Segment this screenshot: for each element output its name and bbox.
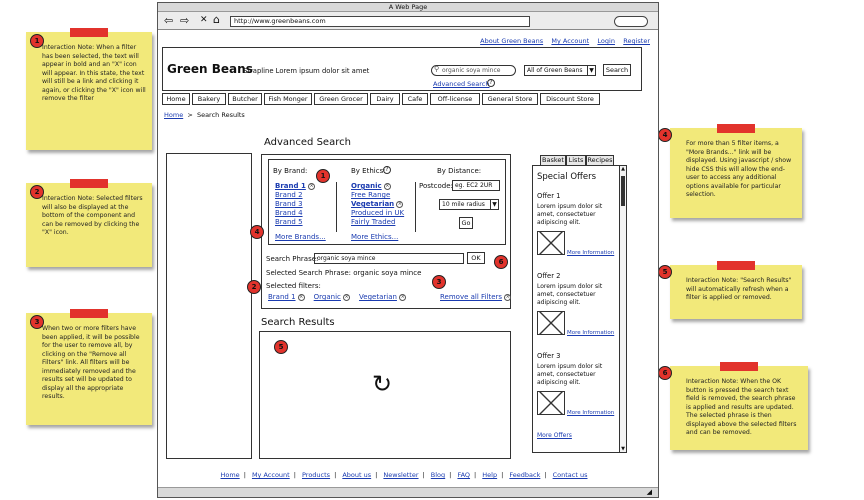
forward-icon[interactable]: ⇨	[180, 14, 190, 27]
category-value: All of Green Beans	[527, 67, 583, 74]
note-text: When two or more filters have been applied, it will be possible for the user to remove all, by clicking on the "Remove all Filters" link. All filters will be immediately removed and the results set will be updated to display all the appropriate results.	[42, 325, 140, 400]
callout-badge: 3	[432, 275, 446, 289]
ethics-filter-5[interactable]: Fairly Traded	[351, 218, 396, 226]
breadcrumb-separator: >	[185, 111, 195, 119]
main-nav	[162, 93, 642, 106]
ethics-label: By Ethics:	[351, 167, 386, 175]
breadcrumb-current: Search Results	[196, 111, 245, 119]
footer-home-link[interactable]: Home	[220, 471, 240, 479]
offer-text: Lorem ipsum dolor sit amet, consectetuer adipiscing elit.	[537, 363, 603, 386]
note-text: Interaction Note: When a filter has been selected, the text will appear in bold and an "X" icon will appear. In this state, the text will still be a link and clicking it again, or clicking the "X" icon will remove the filter	[42, 44, 146, 102]
brand-label: By Brand:	[273, 167, 308, 175]
browser-toolbar	[158, 12, 658, 30]
remove-filter-icon[interactable]: ×	[344, 293, 349, 300]
site-search-input[interactable]	[431, 65, 516, 76]
note-badge: 5	[658, 265, 672, 279]
note-text: Interaction Note: "Search Results" will automatically refresh when a filter is applied or removed.	[686, 277, 792, 301]
tab-recipes[interactable]: Recipes	[587, 156, 613, 164]
selected-filters-label: Selected filters:	[266, 282, 321, 290]
offer-image	[537, 231, 565, 255]
nav-discount-store[interactable]: Discount Store	[540, 93, 600, 105]
note-2	[26, 183, 152, 267]
left-column	[166, 153, 252, 459]
close-icon[interactable]: ✕	[200, 15, 208, 25]
remove-filter-icon[interactable]: ×	[397, 200, 402, 207]
remove-filter-icon[interactable]: ×	[505, 293, 510, 300]
brand-filter-2[interactable]: Brand 2	[275, 191, 303, 199]
callout-badge: 6	[494, 255, 508, 269]
offer-more-info-link[interactable]: More Information	[567, 330, 615, 336]
site-header	[162, 47, 642, 91]
offer-image	[537, 311, 565, 335]
go-button[interactable]: Go	[459, 217, 473, 229]
note-1	[26, 32, 152, 150]
note-badge: 4	[658, 128, 672, 142]
more-ethics-link[interactable]: More Ethics...	[351, 233, 399, 241]
advanced-search-title: Advanced Search	[264, 137, 351, 148]
offer-card	[537, 352, 619, 415]
footer-links: Home | My Account | Products | About us | Newsletter | Blog | FAQ | Help | Feedback | Contact us	[220, 471, 588, 479]
callout-badge: 2	[247, 280, 261, 294]
brand-filter-5[interactable]: Brand 5	[275, 218, 303, 226]
remove-filter-icon[interactable]: ×	[385, 182, 390, 189]
nav-green-grocer[interactable]: Green Grocer	[314, 93, 368, 105]
site-logo[interactable]: Green Beans	[167, 62, 253, 76]
login-link[interactable]: Login	[597, 37, 615, 45]
nav-home[interactable]: Home	[162, 93, 190, 105]
status-bar	[158, 487, 658, 497]
divider	[415, 182, 416, 232]
filters-box	[268, 159, 506, 245]
selected-filter-organic[interactable]: Organic	[313, 293, 341, 301]
footer-faq-link[interactable]: FAQ	[457, 471, 471, 479]
offer-name: Offer 2	[537, 272, 561, 280]
search-button[interactable]: Search	[603, 64, 631, 76]
remove-filter-icon[interactable]: ×	[299, 293, 304, 300]
more-offers-link[interactable]: More Offers	[537, 432, 572, 439]
scroll-up-icon[interactable]: ▲	[621, 166, 625, 172]
remove-filter-icon[interactable]: ×	[309, 182, 314, 189]
phrase-label: Search Phrase:	[266, 255, 319, 263]
brand-list	[275, 182, 315, 227]
offer-more-info-link[interactable]: More Information	[567, 250, 615, 256]
browser-search-field[interactable]	[614, 16, 648, 27]
offer-name: Offer 3	[537, 352, 561, 360]
remove-filter-icon[interactable]: ×	[400, 293, 405, 300]
offer-text: Lorem ipsum dolor sit amet, consectetuer adipiscing elit.	[537, 283, 603, 306]
radius-select[interactable]	[439, 199, 499, 210]
more-brands-link[interactable]: More Brands...	[275, 233, 326, 241]
note-badge: 2	[30, 185, 44, 199]
ethics-list	[351, 182, 404, 227]
register-link[interactable]: Register	[623, 37, 650, 45]
breadcrumb-home[interactable]: Home	[164, 111, 184, 119]
ok-button[interactable]: OK	[467, 252, 485, 264]
ethics-filter-2[interactable]: Free Range	[351, 191, 391, 199]
brand-filter-3[interactable]: Brand 3	[275, 200, 303, 208]
special-offers-panel	[532, 165, 627, 453]
site-search-value: organic soya mince	[442, 67, 501, 74]
window-title: A Web Page	[158, 3, 658, 12]
postcode-label: Postcode:	[419, 182, 453, 190]
chevron-down-icon: ▼	[490, 200, 498, 209]
ethics-filter-3[interactable]: Vegetarian	[351, 200, 395, 208]
about-link[interactable]: About Green Beans	[480, 37, 544, 45]
radius-value: 10 mile radius	[442, 201, 485, 208]
address-bar[interactable]: http://www.greenbeans.com	[230, 16, 530, 27]
scroll-thumb[interactable]	[621, 176, 625, 206]
chevron-down-icon: ▼	[587, 66, 595, 75]
advanced-search-link[interactable]: Advanced Search	[433, 80, 490, 88]
tab-basket[interactable]: Basket	[540, 155, 566, 166]
offer-card	[537, 192, 619, 255]
nav-dairy[interactable]: Dairy	[370, 93, 400, 105]
offer-image	[537, 391, 565, 415]
resize-grip-icon[interactable]: ◢	[646, 488, 652, 496]
brand-filter-4[interactable]: Brand 4	[275, 209, 303, 217]
home-icon[interactable]: ⌂	[213, 13, 220, 26]
search-results-panel	[259, 331, 511, 459]
selected-phrase: Selected Search Phrase: organic soya mince	[266, 269, 422, 277]
note-badge: 6	[658, 366, 672, 380]
special-offers-title: Special Offers	[537, 172, 597, 182]
divider	[336, 182, 337, 232]
footer-about-link[interactable]: About us	[342, 471, 372, 479]
note-badge: 3	[30, 315, 44, 329]
offer-card	[537, 272, 619, 335]
postcode-input[interactable]: eg. EC2 2UR	[452, 180, 500, 191]
selected-filter-vegetarian[interactable]: Vegetarian	[359, 293, 397, 301]
ethics-help-icon[interactable]: ?	[383, 166, 391, 174]
note-text: Interaction Note: Selected filters will also be displayed at the bottom of the component and can be removed by clicking the "X" icon.	[42, 195, 143, 236]
note-6	[662, 366, 808, 450]
scroll-down-icon[interactable]: ▼	[621, 446, 625, 452]
footer-help-link[interactable]: Help	[482, 471, 498, 479]
callout-badge: 4	[250, 225, 264, 239]
footer-feedback-link[interactable]: Feedback	[509, 471, 541, 479]
callout-badge: 1	[316, 169, 330, 183]
offer-name: Offer 1	[537, 192, 561, 200]
nav-bakery[interactable]: Bakery	[192, 93, 226, 105]
sidebar-scrollbar[interactable]	[619, 166, 626, 452]
note-badge: 1	[30, 34, 44, 48]
ethics-filter-4[interactable]: Produced in UK	[351, 209, 405, 217]
footer-newsletter-link[interactable]: Newsletter	[383, 471, 419, 479]
magnifier-icon: ⚲	[434, 65, 440, 73]
browser-window	[157, 2, 659, 498]
nav-butcher[interactable]: Butcher	[228, 93, 262, 105]
nav-cafe[interactable]: Cafe	[402, 93, 428, 105]
footer-products-link[interactable]: Products	[301, 471, 331, 479]
footer-my-account-link[interactable]: My Account	[251, 471, 290, 479]
site-strapline: Strapline Lorem ipsum dolor sit amet	[243, 67, 370, 75]
nav-fish-monger[interactable]: Fish Monger	[264, 93, 312, 105]
advanced-search-panel	[251, 154, 511, 309]
remove-all-filters	[440, 293, 511, 301]
note-3	[26, 313, 152, 425]
loading-spinner-icon: ↻	[372, 370, 393, 398]
distance-label: By Distance:	[437, 167, 482, 175]
selected-filters	[268, 293, 406, 301]
tab-lists[interactable]: Lists	[566, 155, 586, 166]
category-select[interactable]	[524, 65, 596, 76]
search-results-title: Search Results	[261, 317, 335, 328]
brand-filter-1[interactable]: Brand 1	[275, 182, 306, 190]
back-icon[interactable]: ⇦	[164, 14, 174, 27]
nav-off-license[interactable]: Off-license	[430, 93, 480, 105]
note-4	[662, 128, 802, 218]
offer-more-info-link[interactable]: More Information	[567, 410, 615, 416]
selected-filter-brand-1[interactable]: Brand 1	[268, 293, 296, 301]
ethics-filter-1[interactable]: Organic	[351, 182, 382, 190]
note-5	[662, 265, 802, 319]
help-icon[interactable]: ?	[487, 79, 495, 87]
note-text: Interaction Note: When the OK button is pressed the search text field is removed, the search phrase is applied and results are updated. The selected phrase is then displayed above the selected filters and can be removed.	[686, 378, 797, 436]
nav-general-store[interactable]: General Store	[482, 93, 538, 105]
offer-text: Lorem ipsum dolor sit amet, consectetuer adipiscing elit.	[537, 203, 603, 226]
my-account-link[interactable]: My Account	[551, 37, 590, 45]
phrase-input[interactable]: organic soya mince	[314, 253, 464, 264]
remove-all-filters-link[interactable]: Remove all Filters	[440, 293, 503, 301]
breadcrumb	[164, 111, 245, 119]
footer-contact-link[interactable]: Contact us	[552, 471, 588, 479]
callout-badge: 5	[274, 340, 288, 354]
note-text: For more than 5 filter items, a "More Brands..." link will be displayed. Using javascript / show hide CSS this will allow the end-user to access any additional options available for particular selection.	[686, 140, 792, 198]
footer-blog-link[interactable]: Blog	[430, 471, 446, 479]
top-links	[158, 37, 650, 45]
